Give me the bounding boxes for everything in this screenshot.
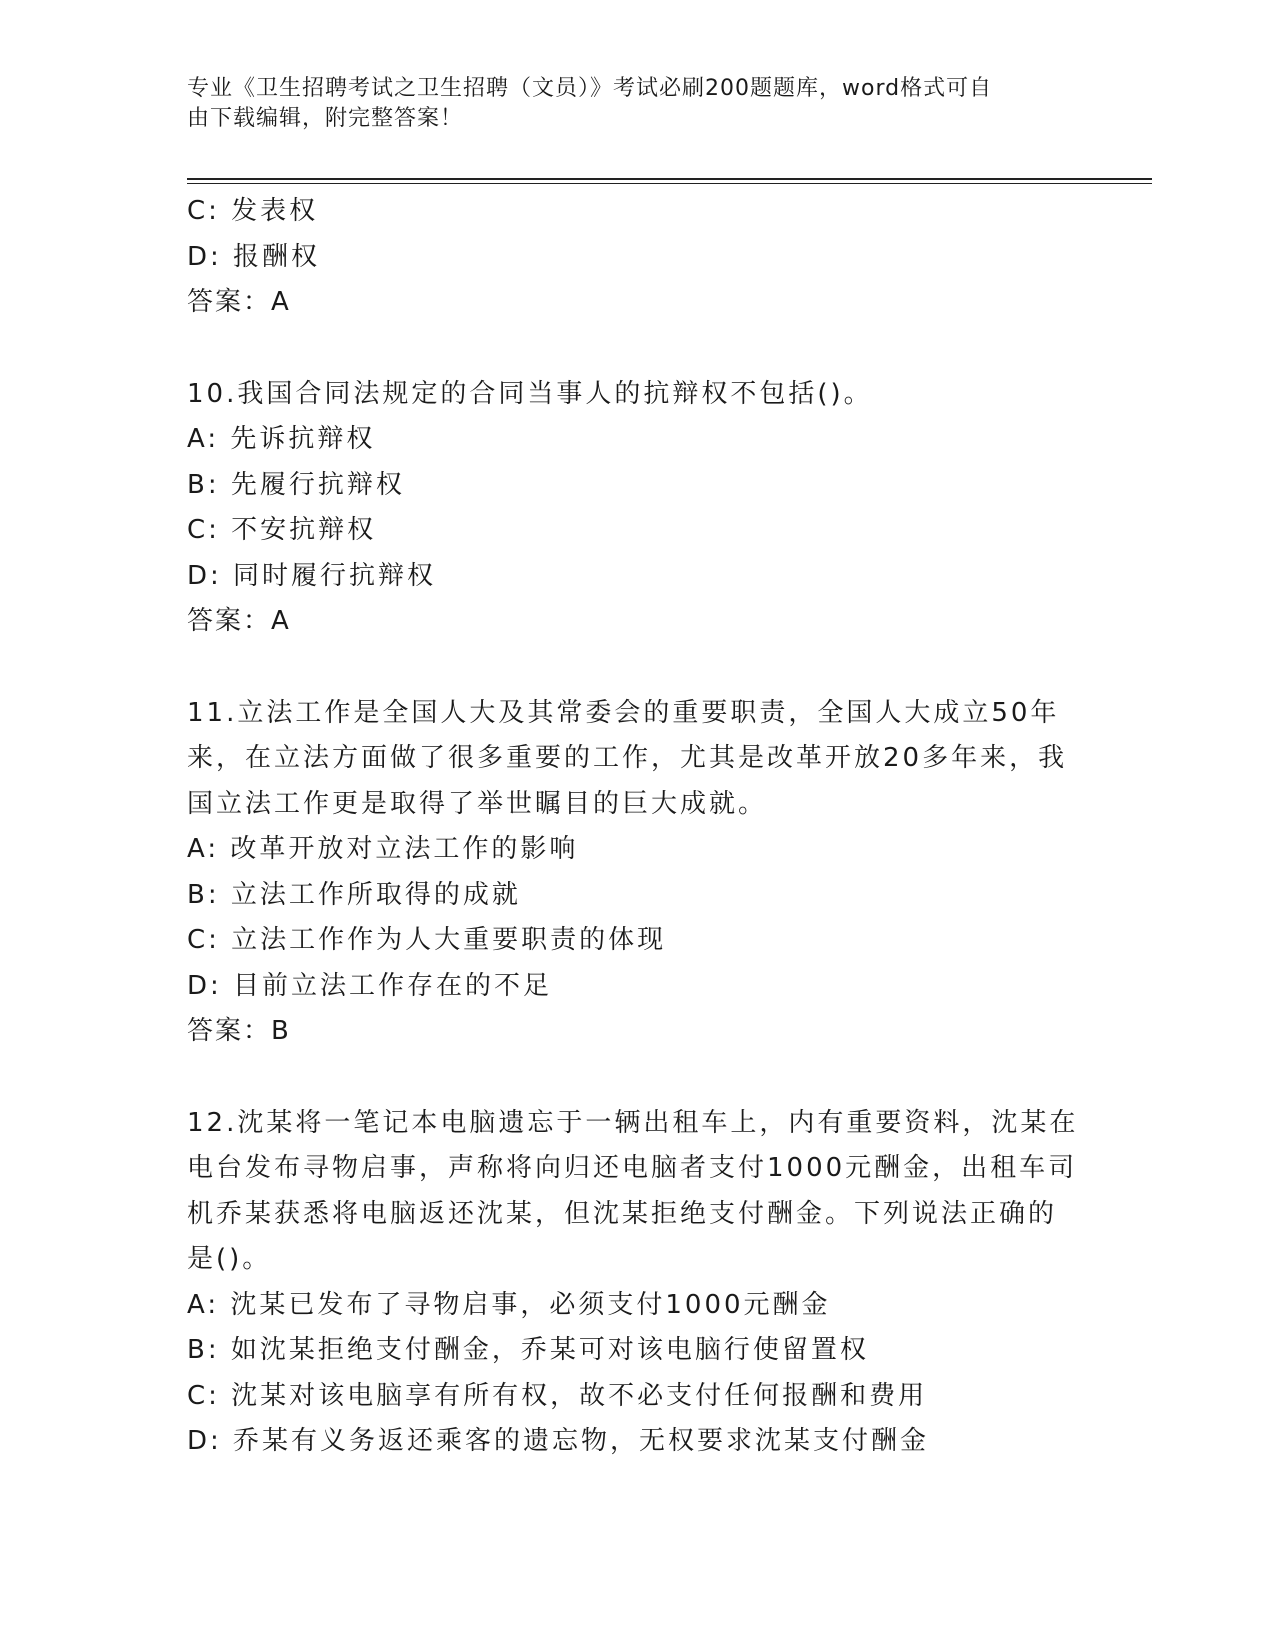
question-stem-line: 来，在立法方面做了很多重要的工作，尤其是改革开放20多年来，我 — [187, 743, 1068, 773]
question-11 — [187, 691, 1087, 1055]
option-b: B: 如沈某拒绝支付酬金，乔某可对该电脑行使留置权 — [187, 1335, 869, 1365]
option-c: C: 立法工作作为人大重要职责的体现 — [187, 925, 667, 955]
header-rule-thick — [187, 178, 1152, 180]
document-header — [187, 74, 1087, 134]
option-a: A: 先诉抗辩权 — [187, 424, 376, 454]
question-stem-line: 12.沈某将一笔记本电脑遗忘于一辆出租车上，内有重要资料，沈某在 — [187, 1107, 1079, 1138]
header-line-2: 由下载编辑，附完整答案！ — [187, 106, 464, 131]
option-d: D: 报酬权 — [187, 241, 321, 272]
answer-line: 答案：B — [187, 1016, 291, 1046]
option-c: C: 不安抗辩权 — [187, 515, 377, 545]
option-d: D: 乔某有义务返还乘客的遗忘物，无权要求沈某支付酬金 — [187, 1426, 930, 1456]
answer-line: 答案：A — [187, 606, 291, 636]
option-a: A: 沈某已发布了寻物启事，必须支付1000元酬金 — [187, 1289, 831, 1320]
spacer — [187, 1055, 1087, 1101]
option-c: C: 沈某对该电脑享有所有权，故不必支付任何报酬和费用 — [187, 1380, 928, 1411]
header-line-1: 专业《卫生招聘考试之卫生招聘（文员）》考试必刷200题题库，word格式可自 — [187, 76, 993, 101]
question-stem: 10.我国合同法规定的合同当事人的抗辩权不包括()。 — [187, 378, 873, 409]
option-d: D: 目前立法工作存在的不足 — [187, 970, 553, 1001]
question-stem-line: 机乔某获悉将电脑返还沈某，但沈某拒绝支付酬金。下列说法正确的 — [187, 1198, 1058, 1229]
question-stem-line: 国立法工作更是取得了举世瞩目的巨大成就。 — [187, 788, 768, 819]
header-rule-thin — [187, 183, 1152, 184]
spacer — [187, 326, 1087, 372]
question-stem-line: 11.立法工作是全国人大及其常委会的重要职责，全国人大成立50年 — [187, 697, 1060, 728]
question-9-tail — [187, 189, 1087, 326]
option-b: B: 立法工作所取得的成就 — [187, 879, 521, 910]
spacer — [187, 645, 1087, 691]
question-10 — [187, 372, 1087, 645]
option-b: B: 先履行抗辩权 — [187, 469, 405, 500]
question-stem-line: 是()。 — [187, 1244, 272, 1274]
option-d: D: 同时履行抗辩权 — [187, 560, 437, 591]
question-stem-line: 电台发布寻物启事，声称将向归还电脑者支付1000元酬金，出租车司 — [187, 1153, 1078, 1183]
option-c: C: 发表权 — [187, 196, 319, 226]
question-list — [187, 189, 1087, 1465]
question-12 — [187, 1101, 1087, 1465]
answer-line: 答案：A — [187, 287, 291, 317]
option-a: A: 改革开放对立法工作的影响 — [187, 834, 579, 864]
